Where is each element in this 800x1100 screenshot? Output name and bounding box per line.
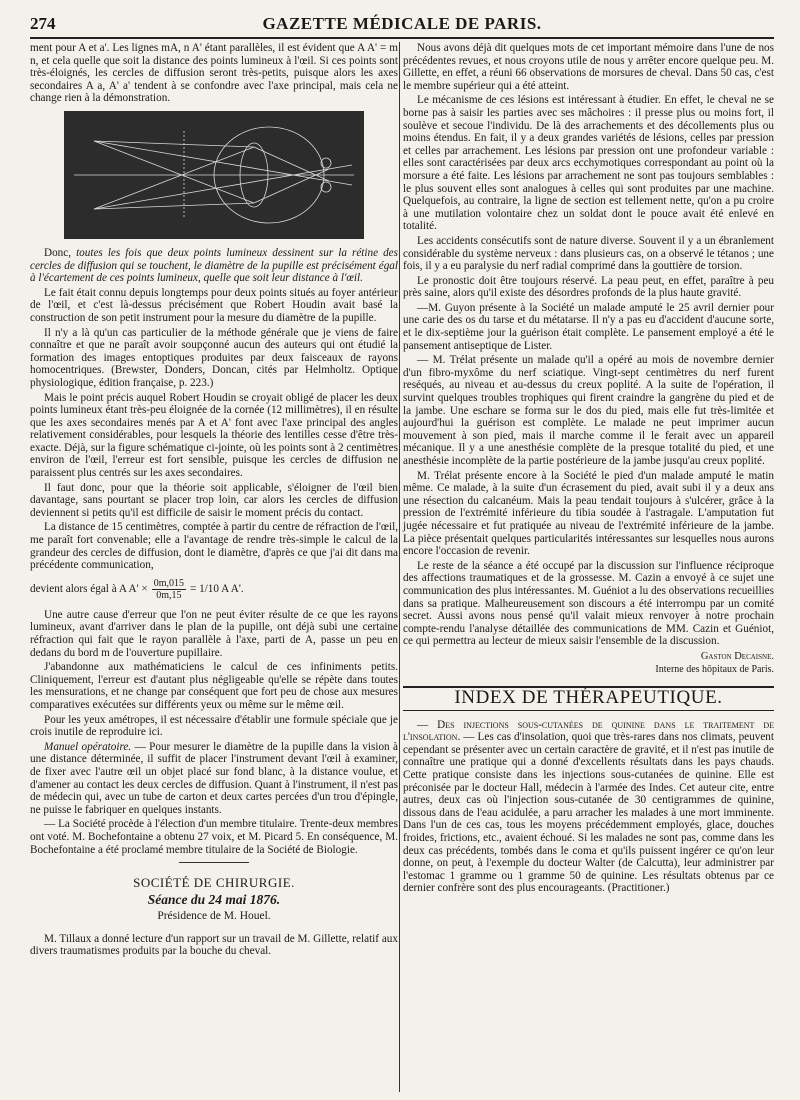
paragraph: Le mécanisme de ces lésions est intéressant à étudier. En effet, le cheval ne se borne pas à saisir les parties avec ses mâchoires : il presse plus ou moins fort, il soulève et secoue l'individu. De là des arrachements et des décollements plus ou moins étendus. En fait, il y a deux grandes variétés de lésions, celles par pression et celles par arrachement. Les lésions par pression ont une profondeur variable : elles sont caractérisées par deux arcs ecchymotiques correspondant au point où la morsure a été faite. Les lésions par arrachement ne sont pas toujours semblables : le plus souvent elles sont analogues à celles qui sont produites par une machine. Quelquefois, au contraire, la ligne de section est tellement nette, qu'on a pu croire à une mutilation volontaire chez un soldat dont le pouce avait été enlevé en totalité. bbox=[403, 94, 774, 233]
paragraph: — M. Trélat présente un malade qu'il a opéré au mois de novembre dernier d'un fibro-myxôme du nerf sciatique. Vingt-sept centimètres du nerf furent reséqués, au niveau et au-dessus du creux poplité. A la suite de l'opération, il survint quelques troubles trophiques qui firent craindre la gangrène du pied et de la jambe. Une eschare se forma sur le dos du pied, mais elle fut très-limitée et aujourd'hui la guérison est complète. Le malade ne peut imprimer aucun mouvement à son pied, mais il marche comme il le ferait avec un appareil mécanique. Il y a une anesthésie complète de la presque totalité du pied, et une anesthésie incomplète de la partie postérieure de la jambe jusqu'au creux poplité. bbox=[403, 354, 774, 467]
text-span: Donc, bbox=[44, 246, 72, 259]
paragraph: Le reste de la séance a été occupé par la discussion sur l'influence réciproque des affections traumatiques et de la grossesse. M. Cazin a envoyé à ce sujet une communication des plus intéressantes. M. Guéniot a lu des observations recueillies dans sa pratique. Malheureusement son discours a été interrompu par un comité secret. Aussi avons nous pensé qu'il valait mieux renvoyer à notre prochain compte-rendu l'analyse détaillée des communications de MM. Cazin et Guéniot, ce qui permettra au lecteur de mieux saisir l'ensemble de la discussion. bbox=[403, 559, 774, 648]
paragraph bbox=[403, 719, 774, 895]
eye-diagram-figure bbox=[64, 111, 364, 239]
paragraph: Les accidents consécutifs sont de nature diverse. Souvent il y a un ébranlement considérable du système nerveux : dans plusieurs cas, on a observé le tétanos ; une fois, il y a eu paralysie du nerf radial comprimé dans la gouttière de torsion. bbox=[403, 234, 774, 273]
section-presidence: Présidence de M. Houel. bbox=[157, 910, 271, 923]
paragraph: Le fait était connu depuis longtemps pour deux points situés au foyer antérieur de l'œil, et c'est là-dessus précisément que Robert Houdin avait basé la construction de son petit instrument pour la mesure du diamètre de la pupille. bbox=[30, 286, 398, 324]
right-column bbox=[403, 42, 774, 897]
section-date: Séance du 24 mai 1876. bbox=[147, 891, 281, 907]
page-number: 274 bbox=[30, 14, 56, 33]
index-heading: — Des injections sous-cutanées de quinine dans le traitement de l'insolation. bbox=[403, 718, 774, 744]
paragraph: Il faut donc, pour que la théorie soit applicable, s'éloigner de l'œil bien davantage, sans pourtant se placer trop loin, car alors les cercles de diffusion deviennent si petits qu'il est difficile de saisir le moment précis du contact. bbox=[30, 481, 398, 519]
header-rule bbox=[30, 37, 774, 39]
journal-title: GAZETTE MÉDICALE DE PARIS. bbox=[262, 14, 542, 33]
paragraph: M. Tillaux a donné lecture d'un rapport sur un travail de M. Gillette, relatif aux divers traumatismes produits par la bouche du cheval. bbox=[30, 932, 398, 958]
signature-role: Interne des hôpitaux de Paris. bbox=[655, 663, 774, 675]
paragraph: ment pour A et a'. Les lignes mA, n A' étant parallèles, il est évident que A A' = m n, et cela quelle que soit la distance des points lumineux à l'œil. Si ces points sont très-éloignés, les cercles de diffusion seront très-petits, puisque alors les axes secondaires A a, A' a' tendent à se confondre avec l'axe principal, mais cela ne change rien à la démonstration. bbox=[30, 42, 398, 105]
fraction-denominator: 0m,15 bbox=[156, 589, 182, 601]
paragraph bbox=[30, 741, 398, 817]
paragraph bbox=[30, 247, 398, 285]
signature: Gaston Decaisne. bbox=[700, 650, 774, 662]
text-span: — Les cas d'insolation, quoi que très-rares dans nos climats, peuvent cependant se présenter avec un certain caractère de gravité, et il n'est pas inutile de connaître une pratique qui a donné d'excellents résultats dans les pays chauds. Cette pratique consiste dans les injections sous-cutanées de quinine. Elle est préconisée par le docteur Hall, médecin à l'armée des Indes. Cet auteur cite, entre autres, deux cas où l'injection sous-cutanée de 30 centigrammes de quinine, dissous dans de l'eau acidulée, a paru arracher les malades à une mort imminente. Dans l'un de ces cas, tous les moyens précédemment employés, glace, douches froides, frictions, etc., avaient échoué. Si les malades ne sont pas, comme dans les deux cas précédents, tombés dans le coma et qu'ils puissent ingérer ce qu'on leur donne, on peut, à l'exemple du docteur Walter (de Calcutta), leur administrer par l'estomac 1 gramme ou 1 gramme 50 de quinine. Les résultats obtenus par ce dernier confrère sont des plus encourageants. (Practitioner.) bbox=[403, 731, 774, 895]
left-column bbox=[30, 42, 398, 960]
formula bbox=[30, 578, 398, 601]
paragraph: Une autre cause d'erreur que l'on ne peut éviter résulte de ce que les rayons lumineux, avant d'arriver dans le plan de la pupille, ont déjà subi une certaine réfraction qui fait que le rayon parallèle à l'axe, parti de A, passe un peu en dedans du bord m de l'ouverture pupillaire. bbox=[30, 608, 398, 659]
page-header bbox=[30, 14, 774, 34]
paragraph: Il n'y a là qu'un cas particulier de la méthode générale que je viens de faire connaître et que ne paraît avoir soupçonné aucun des auteurs qui ont étudié la formation des images entoptiques produites par deux faisceaux de rayons homocentriques. (Brewster, Donders, Doncan, cités par Helmholtz. Optique physiologique, édition française, p. 223.) bbox=[30, 326, 398, 389]
fraction-numerator: 0m,015 bbox=[153, 577, 184, 589]
paragraph: Mais le point précis auquel Robert Houdin se croyait obligé de placer les deux points lumineux étant très-peu éloignée de la cornée (12 millimètres), il en résulte que les axes secondaires menés par A et A' font avec l'axe principal des angles relativement considérables, pour lesquels la théorie des lentilles cesse d'être très-exacte. Déjà, sur la figure schématique ci-jointe, où les points sont à 2 centimètres environ de l'œil, l'erreur est fort sensible, puisque les cercles de diffusion ne paraissent plus centrés sur les axes secondaires. bbox=[30, 391, 398, 480]
italic-text: Manuel opératoire. bbox=[44, 740, 132, 753]
italic-text: toutes les fois que deux points lumineux dessinent sur la rétine des cercles de diffusion qui se touchent, le diamètre de la pupille est précisément égal à l'écartement de ces points lumineux, quelle que soit leur distance à l'œil. bbox=[30, 246, 398, 285]
section-separator bbox=[179, 862, 249, 863]
paragraph: M. Trélat présente encore à la Société le pied d'un malade amputé le matin même. Ce malade, à la suite d'un écrasement du pied, avait subi il y a deux ans une résection du calcanéum. Mais la peau tendait toujours à s'ulcérer, grâce à la pression de l'extrémité inférieure du tibia soudée à l'astragale. L'amputation fut jugée nécessaire et fut pratiquée au niveau de l'extrémité inférieure de la jambe. La pièce présentait quelques particularités intéressantes sur lesquelles nous aurons encore l'occasion de revenir. bbox=[403, 469, 774, 558]
paragraph: Le pronostic doit être toujours réservé. La peau peut, en effet, paraître à peu près saine, alors qu'il existe des désordres profonds de la plus haute gravité. bbox=[403, 274, 774, 300]
fraction bbox=[152, 578, 186, 601]
paragraph: —M. Guyon présente à la Société un malade amputé le 25 avril dernier pour une carie des os du tarse et du métatarse. Il n'y a pas eu d'accident d'aucune sorte, et le dix-septième jour la guérison était complète. Le pansement employé a été le pansement antiseptique de Lister. bbox=[403, 301, 774, 352]
index-title: INDEX DE THÉRAPEUTIQUE. bbox=[403, 686, 774, 711]
section-title: SOCIÉTÉ DE CHIRURGIE. bbox=[133, 875, 295, 891]
paragraph: — La Société procède à l'élection d'un membre titulaire. Trente-deux membres ont voté. M. Bochefontaine a obtenu 27 voix, et M. Picard 5. En conséquence, M. Bochefontaine a été proclamé membre titulaire de la Société de Biologie. bbox=[30, 818, 398, 856]
text-span: — Pour mesurer le diamètre de la pupille dans la vision à une distance déterminée, il suffit de placer l'instrument devant l'œil à examiner, de fixer avec l'autre œil un objet placé sur fond blanc, à la distance voulue, et d'amener au contact les deux cercles de diffusion. Quant à l'instrument, il n'est pas de médecin qui, avec un tube de carton et deux cartes percées d'un trou d'épingle, ne puisse le fabriquer en quelques instants. bbox=[30, 740, 398, 816]
column-divider bbox=[399, 42, 400, 1092]
eye-diagram-illustration bbox=[64, 111, 364, 239]
paragraph: Pour les yeux amétropes, il est nécessaire d'établir une formule spéciale que je crois inutile de reproduire ici. bbox=[30, 713, 398, 739]
formula-tail: = 1/10 A A'. bbox=[189, 583, 244, 596]
paragraph: J'abandonne aux mathématiciens le calcul de ces infiniments petits. Cliniquement, l'erreur est d'autant plus négligeable qu'elle se répète dans toutes les mensurations, et ne change par conséquent que fort peu de chose aux mesures comparatives exécutées sur différents yeux ou même sur le même œil. bbox=[30, 661, 398, 711]
formula-lead: devient alors égal à A A' × bbox=[30, 583, 148, 596]
paragraph: La distance de 15 centimètres, comptée à partir du centre de réfraction de l'œil, me paraît fort convenable; elle a l'avantage de rendre très-simple le calcul de la grandeur des cercles de diffusion, dont le diamètre, d'après ce que j'ai dit dans ma précédente communication, bbox=[30, 521, 398, 572]
paragraph: Nous avons déjà dit quelques mots de cet important mémoire dans l'une de nos précédentes revues, et nous croyons utile de nous y arrêter encore quelque peu. M. Gillette, en effet, a réuni 66 observations de morsures de cheval. Dans 50 cas, c'est le membre supérieur qui a été atteint. bbox=[403, 42, 774, 92]
